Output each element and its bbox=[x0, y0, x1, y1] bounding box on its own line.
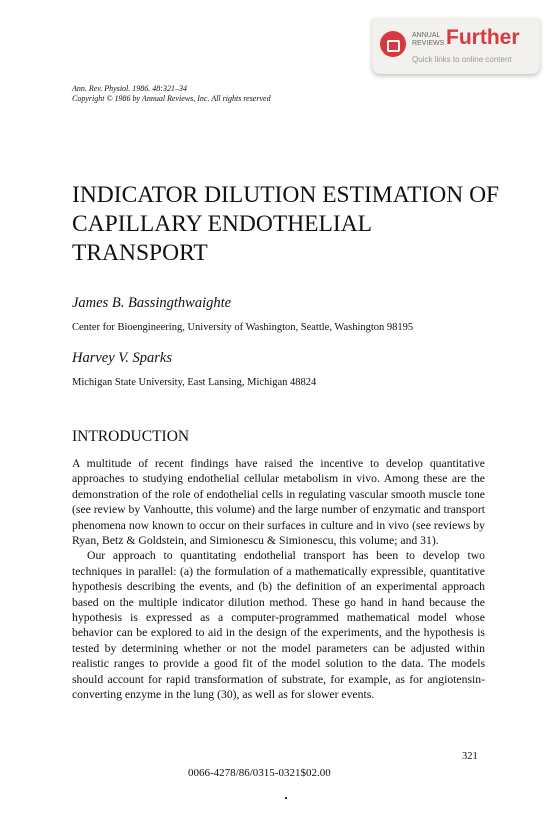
citation-line-1: Ann. Rev. Physiol. 1986. 48:321–34 bbox=[72, 84, 187, 93]
badge-annual-reviews-label: ANNUAL REVIEWS bbox=[412, 32, 445, 47]
badge-subtitle: Quick links to online content bbox=[412, 55, 512, 64]
journal-citation bbox=[72, 84, 271, 104]
author-affiliation: Center for Bioengineering, University of Washington, Seattle, Washington 98195 bbox=[72, 322, 414, 333]
paragraph: A multitude of recent findings have raised the incentive to develop quantitative approaches to studying endothelial cellular metabolism in vivo. Among these are the demonstration of the role of endothelial cells in regulating vascular smooth muscle tone (see review by Vanhoutte, this volume) and the large number of enzymatic and transport phenomena now known to occur on their surfaces in culture and in vivo (see reviews by Ryan, Betz & Goldstein, and Simionescu & Simionescu, this volume; and 31). bbox=[72, 457, 485, 548]
article-body bbox=[72, 456, 485, 703]
annual-reviews-logo-icon bbox=[380, 31, 406, 57]
article-title: INDICATOR DILUTION ESTIMATION OF CAPILLARY ENDOTHELIAL TRANSPORT bbox=[72, 182, 500, 266]
further-reviews-badge[interactable] bbox=[372, 18, 540, 74]
author-name: Harvey V. Sparks bbox=[72, 350, 173, 366]
footer-code: 0066-4278/86/0315-0321$02.00 bbox=[188, 767, 331, 779]
section-heading: INTRODUCTION bbox=[72, 428, 190, 445]
author-name: James B. Bassingthwaighte bbox=[72, 295, 232, 311]
page-number: 321 bbox=[462, 751, 478, 762]
paragraph: Our approach to quantitating endothelial transport has been to develop two techniques in parallel: (a) the formulation of a mathematically expressible, quantitative hypothesis describing the events, and (b) the definition of an experimental approach based on the multiple indicator dilution method. These go hand in hand because the hypothesis is expressed as a computer-programmed mathematical model whose behavior can be explored to aid in the design of the experiments, and the hypothesis is tested by determining whether or not the model parameters can be adjusted within realistic ranges to provide a good fit of the model solution to the data. The models should account for rapid transformation of substrate, for example, as for angiotensin-converting enzyme in the lung (30), as well as for slower events. bbox=[72, 549, 485, 702]
page-dot bbox=[285, 797, 287, 799]
badge-further-label: Further bbox=[446, 26, 520, 49]
citation-line-2: Copyright © 1986 by Annual Reviews, Inc. All rights reserved bbox=[72, 94, 271, 103]
author-affiliation: Michigan State University, East Lansing, Michigan 48824 bbox=[72, 377, 317, 388]
